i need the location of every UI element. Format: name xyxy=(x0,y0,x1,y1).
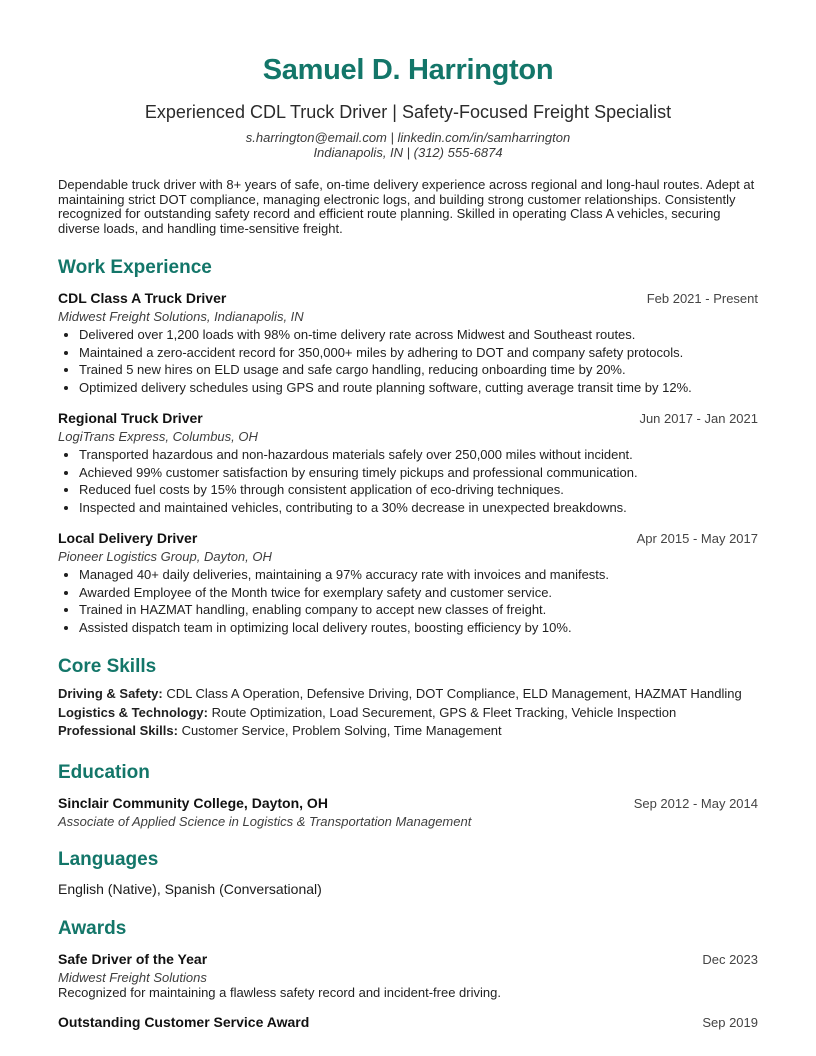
languages-list: English (Native), Spanish (Conversational) xyxy=(58,880,322,897)
degree-name: Associate of Applied Science in Logistics & Transportation Management xyxy=(58,813,472,829)
job-bullet: • Achieved 99% customer satisfaction by ensuring timely pickups and professional communication. xyxy=(79,464,758,482)
skill-row xyxy=(58,704,758,723)
award-entry-header xyxy=(58,950,758,969)
skill-row xyxy=(58,685,758,704)
job-bullet: • Trained 5 new hires on ELD usage and safe cargo handling, reducing onboarding time by 20%. xyxy=(79,361,758,379)
job-title: Local Delivery Driver xyxy=(58,530,198,546)
award-description: Recognized for maintaining a flawless safety record and incident-free driving. xyxy=(58,984,501,1000)
work-entry-header xyxy=(58,409,758,428)
school-name: Sinclair Community College, Dayton, OH xyxy=(58,794,328,811)
job-bullet: • Transported hazardous and non-hazardous materials safely over 250,000 miles without incident. xyxy=(79,446,758,464)
work-entry xyxy=(58,289,758,396)
job-bullet: • Maintained a zero-accident record for 350,000+ miles by adhering to DOT and company safety protocols. xyxy=(79,344,758,362)
job-bullet: • Inspected and maintained vehicles, contributing to a 30% decrease in unexpected breakdowns. xyxy=(79,499,758,517)
award-entry xyxy=(58,950,758,1000)
section-title-languages: Languages xyxy=(58,848,159,870)
skill-category-values: CDL Class A Operation, Defensive Driving, DOT Compliance, ELD Management, HAZMAT Handling xyxy=(166,686,742,701)
job-dates: Apr 2015 - May 2017 xyxy=(636,531,758,546)
skill-category-label: Logistics & Technology: xyxy=(58,704,208,720)
job-bullet: • Optimized delivery schedules using GPS and route planning software, cutting average transit time by 12%. xyxy=(79,379,758,397)
professional-summary: Dependable truck driver with 8+ years of safe, on-time delivery experience across regional and long-haul routes. Adept at maintaining strict DOT compliance, managing electronic logs, and building strong customer relationships. Consistently recognized for outstanding safety record and efficient route planning. Skilled in operating Class A vehicles, securing diverse loads, and handling time-sensitive freight. xyxy=(58,177,755,236)
job-bullet: • Reduced fuel costs by 15% through consistent application of eco-driving techniques. xyxy=(79,481,758,499)
candidate-tagline: Experienced CDL Truck Driver | Safety-Focused Freight Specialist xyxy=(144,102,672,122)
contact-email-linkedin: s.harrington@email.com | linkedin.com/in/samharrington xyxy=(245,130,571,145)
job-bullet: • Delivered over 1,200 loads with 98% on-time delivery rate across Midwest and Southeast routes. xyxy=(79,326,758,344)
job-bullet: • Awarded Employee of the Month twice for exemplary safety and customer service. xyxy=(79,584,758,602)
award-entry xyxy=(58,1013,758,1032)
resume-header xyxy=(58,0,758,160)
contact-info xyxy=(58,130,758,160)
award-date: Sep 2019 xyxy=(702,1014,758,1030)
section-title-core-skills: Core Skills xyxy=(58,656,157,677)
education-dates: Sep 2012 - May 2014 xyxy=(633,795,758,811)
skill-row xyxy=(58,722,758,741)
contact-location-phone: Indianapolis, IN | (312) 555-6874 xyxy=(313,145,503,160)
job-bullet: • Managed 40+ daily deliveries, maintaining a 97% accuracy rate with invoices and manifests. xyxy=(79,566,758,584)
job-title: Regional Truck Driver xyxy=(58,410,203,426)
job-dates: Feb 2021 - Present xyxy=(646,291,758,306)
award-title: Safe Driver of the Year xyxy=(58,950,208,967)
award-organization: Midwest Freight Solutions xyxy=(58,969,207,985)
job-company: Midwest Freight Solutions, Indianapolis, IN xyxy=(58,309,304,324)
work-entry-header xyxy=(58,289,758,308)
skill-category-label: Professional Skills: xyxy=(58,723,178,738)
job-bullet: • Assisted dispatch team in optimizing local delivery routes, boosting efficiency by 10%. xyxy=(79,619,758,637)
education-entry-header xyxy=(58,794,758,813)
section-title-work-experience: Work Experience xyxy=(58,257,212,278)
skills-list xyxy=(58,685,758,741)
work-entry xyxy=(58,409,758,516)
award-entry-header xyxy=(58,1013,758,1032)
award-title: Outstanding Customer Service Award xyxy=(58,1013,310,1030)
candidate-name: Samuel D. Harrington xyxy=(262,54,554,86)
job-company: LogiTrans Express, Columbus, OH xyxy=(58,429,258,444)
section-title-education: Education xyxy=(58,761,150,783)
section-title-awards: Awards xyxy=(58,917,127,939)
work-entry-header xyxy=(58,529,758,548)
skill-category-values: Route Optimization, Load Securement, GPS & Fleet Tracking, Vehicle Inspection xyxy=(211,704,677,720)
skill-category-values: Customer Service, Problem Solving, Time Management xyxy=(181,723,502,738)
job-bullet: • Trained in HAZMAT handling, enabling company to accept new classes of freight. xyxy=(79,601,758,619)
job-company: Pioneer Logistics Group, Dayton, OH xyxy=(58,549,272,564)
award-date: Dec 2023 xyxy=(702,951,758,967)
skill-category-label: Driving & Safety: xyxy=(58,686,163,701)
job-dates: Jun 2017 - Jan 2021 xyxy=(639,411,758,426)
job-bullets xyxy=(58,566,758,636)
job-bullets xyxy=(58,446,758,516)
job-bullets xyxy=(58,326,758,396)
job-title: CDL Class A Truck Driver xyxy=(58,290,227,306)
work-entry xyxy=(58,529,758,636)
education-entry xyxy=(58,794,758,830)
